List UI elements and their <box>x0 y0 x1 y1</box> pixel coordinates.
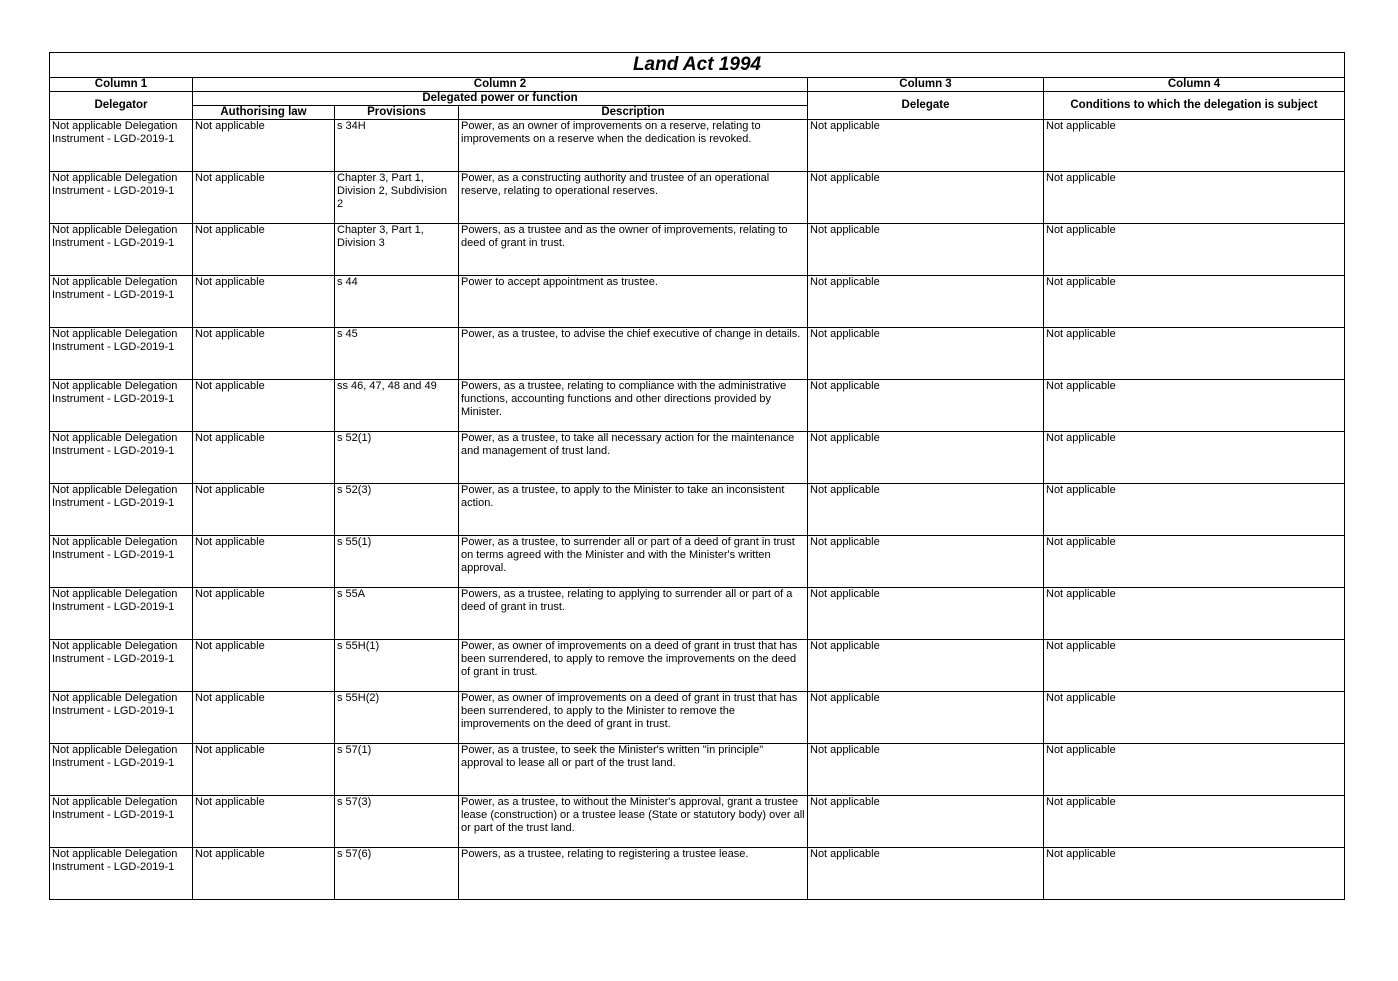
delegate-cell: Not applicable <box>808 432 1044 484</box>
document-title: Land Act 1994 <box>50 53 1345 78</box>
table-row <box>50 536 1345 588</box>
authorising-law-cell: Not applicable <box>193 588 335 640</box>
authorising-law-cell: Not applicable <box>193 796 335 848</box>
description-cell: Power, as a constructing authority and trustee of an operational reserve, relating to operational reserves. <box>459 172 808 224</box>
delegator-cell: Not applicable Delegation Instrument - LGD-2019-1 <box>50 588 193 640</box>
table-row <box>50 848 1345 900</box>
table-row <box>50 432 1345 484</box>
provisions-cell: s 55H(1) <box>335 640 459 692</box>
table-row <box>50 224 1345 276</box>
delegator-cell: Not applicable Delegation Instrument - LGD-2019-1 <box>50 172 193 224</box>
delegator-cell: Not applicable Delegation Instrument - LGD-2019-1 <box>50 744 193 796</box>
provisions-cell: s 57(1) <box>335 744 459 796</box>
provisions-cell: s 55A <box>335 588 459 640</box>
authorising-law-cell: Not applicable <box>193 536 335 588</box>
provisions-cell: Chapter 3, Part 1, Division 2, Subdivision 2 <box>335 172 459 224</box>
conditions-cell: Not applicable <box>1044 692 1345 744</box>
conditions-cell: Not applicable <box>1044 640 1345 692</box>
authorising-law-cell: Not applicable <box>193 224 335 276</box>
authorising-law-cell: Not applicable <box>193 120 335 172</box>
table-row <box>50 276 1345 328</box>
delegate-cell: Not applicable <box>808 744 1044 796</box>
conditions-cell: Not applicable <box>1044 172 1345 224</box>
table-row <box>50 796 1345 848</box>
delegate-cell: Not applicable <box>808 484 1044 536</box>
delegator-cell: Not applicable Delegation Instrument - LGD-2019-1 <box>50 848 193 900</box>
delegate-cell: Not applicable <box>808 276 1044 328</box>
delegated-power-header: Delegated power or function <box>193 92 808 106</box>
conditions-cell: Not applicable <box>1044 120 1345 172</box>
delegator-cell: Not applicable Delegation Instrument - LGD-2019-1 <box>50 692 193 744</box>
authorising-law-cell: Not applicable <box>193 692 335 744</box>
column-4-header: Column 4 <box>1044 78 1345 92</box>
authorising-law-cell: Not applicable <box>193 640 335 692</box>
authorising-law-cell: Not applicable <box>193 744 335 796</box>
provisions-cell: s 34H <box>335 120 459 172</box>
description-cell: Power, as a trustee, to apply to the Minister to take an inconsistent action. <box>459 484 808 536</box>
conditions-cell: Not applicable <box>1044 484 1345 536</box>
table-row <box>50 744 1345 796</box>
delegator-cell: Not applicable Delegation Instrument - LGD-2019-1 <box>50 224 193 276</box>
provisions-cell: Chapter 3, Part 1, Division 3 <box>335 224 459 276</box>
conditions-cell: Not applicable <box>1044 328 1345 380</box>
delegate-cell: Not applicable <box>808 796 1044 848</box>
description-cell: Power, as owner of improvements on a deed of grant in trust that has been surrendered, to apply to remove the improvements on the deed of grant in trust. <box>459 640 808 692</box>
column-3-header: Column 3 <box>808 78 1044 92</box>
delegate-cell: Not applicable <box>808 120 1044 172</box>
conditions-cell: Not applicable <box>1044 848 1345 900</box>
table-row <box>50 328 1345 380</box>
delegate-cell: Not applicable <box>808 224 1044 276</box>
description-cell: Powers, as a trustee, relating to compliance with the administrative functions, accounting functions and other directions provided by Minister. <box>459 380 808 432</box>
provisions-cell: s 52(3) <box>335 484 459 536</box>
description-cell: Powers, as a trustee, relating to applying to surrender all or part of a deed of grant in trust. <box>459 588 808 640</box>
table-row <box>50 380 1345 432</box>
delegator-cell: Not applicable Delegation Instrument - LGD-2019-1 <box>50 328 193 380</box>
delegate-header: Delegate <box>808 92 1044 120</box>
authorising-law-cell: Not applicable <box>193 328 335 380</box>
description-cell: Power, as a trustee, to seek the Minister's written "in principle" approval to lease all or part of the trust land. <box>459 744 808 796</box>
table-row <box>50 120 1345 172</box>
delegator-cell: Not applicable Delegation Instrument - LGD-2019-1 <box>50 640 193 692</box>
description-cell: Power, as owner of improvements on a deed of grant in trust that has been surrendered, to apply to the Minister to remove the improvements on the deed of grant in trust. <box>459 692 808 744</box>
delegator-cell: Not applicable Delegation Instrument - LGD-2019-1 <box>50 536 193 588</box>
conditions-cell: Not applicable <box>1044 380 1345 432</box>
conditions-cell: Not applicable <box>1044 432 1345 484</box>
conditions-cell: Not applicable <box>1044 588 1345 640</box>
delegate-cell: Not applicable <box>808 848 1044 900</box>
delegator-cell: Not applicable Delegation Instrument - LGD-2019-1 <box>50 432 193 484</box>
provisions-cell: s 55(1) <box>335 536 459 588</box>
delegate-cell: Not applicable <box>808 380 1044 432</box>
authorising-law-cell: Not applicable <box>193 484 335 536</box>
provisions-cell: s 44 <box>335 276 459 328</box>
authorising-law-cell: Not applicable <box>193 432 335 484</box>
delegate-cell: Not applicable <box>808 588 1044 640</box>
description-cell: Power to accept appointment as trustee. <box>459 276 808 328</box>
table-row <box>50 640 1345 692</box>
conditions-cell: Not applicable <box>1044 224 1345 276</box>
authorising-law-header: Authorising law <box>193 106 335 120</box>
description-cell: Power, as a trustee, to take all necessary action for the maintenance and management of trust land. <box>459 432 808 484</box>
delegator-cell: Not applicable Delegation Instrument - LGD-2019-1 <box>50 380 193 432</box>
delegator-header: Delegator <box>50 92 193 120</box>
provisions-cell: s 57(6) <box>335 848 459 900</box>
description-cell: Powers, as a trustee, relating to registering a trustee lease. <box>459 848 808 900</box>
table-row <box>50 692 1345 744</box>
delegator-cell: Not applicable Delegation Instrument - LGD-2019-1 <box>50 120 193 172</box>
provisions-cell: s 52(1) <box>335 432 459 484</box>
conditions-cell: Not applicable <box>1044 796 1345 848</box>
provisions-cell: s 57(3) <box>335 796 459 848</box>
delegator-cell: Not applicable Delegation Instrument - LGD-2019-1 <box>50 796 193 848</box>
table-row <box>50 172 1345 224</box>
delegation-table <box>49 52 1345 900</box>
delegate-cell: Not applicable <box>808 328 1044 380</box>
authorising-law-cell: Not applicable <box>193 848 335 900</box>
description-header: Description <box>459 106 808 120</box>
delegator-cell: Not applicable Delegation Instrument - LGD-2019-1 <box>50 276 193 328</box>
authorising-law-cell: Not applicable <box>193 276 335 328</box>
column-2-header: Column 2 <box>193 78 808 92</box>
conditions-cell: Not applicable <box>1044 744 1345 796</box>
authorising-law-cell: Not applicable <box>193 380 335 432</box>
provisions-header: Provisions <box>335 106 459 120</box>
provisions-cell: s 55H(2) <box>335 692 459 744</box>
description-cell: Power, as an owner of improvements on a reserve, relating to improvements on a reserve when the dedication is revoked. <box>459 120 808 172</box>
table-row <box>50 484 1345 536</box>
delegate-cell: Not applicable <box>808 640 1044 692</box>
description-cell: Power, as a trustee, to surrender all or part of a deed of grant in trust on terms agreed with the Minister and with the Minister's written approval. <box>459 536 808 588</box>
conditions-header: Conditions to which the delegation is subject <box>1044 92 1345 120</box>
column-1-header: Column 1 <box>50 78 193 92</box>
description-cell: Powers, as a trustee and as the owner of improvements, relating to deed of grant in trust. <box>459 224 808 276</box>
delegator-cell: Not applicable Delegation Instrument - LGD-2019-1 <box>50 484 193 536</box>
description-cell: Power, as a trustee, to advise the chief executive of change in details. <box>459 328 808 380</box>
delegate-cell: Not applicable <box>808 692 1044 744</box>
table-row <box>50 588 1345 640</box>
description-cell: Power, as a trustee, to without the Minister's approval, grant a trustee lease (construction) or a trustee lease (State or statutory body) over all or part of the trust land. <box>459 796 808 848</box>
delegate-cell: Not applicable <box>808 536 1044 588</box>
provisions-cell: s 45 <box>335 328 459 380</box>
conditions-cell: Not applicable <box>1044 276 1345 328</box>
table-body <box>50 120 1345 900</box>
delegate-cell: Not applicable <box>808 172 1044 224</box>
conditions-cell: Not applicable <box>1044 536 1345 588</box>
provisions-cell: ss 46, 47, 48 and 49 <box>335 380 459 432</box>
authorising-law-cell: Not applicable <box>193 172 335 224</box>
